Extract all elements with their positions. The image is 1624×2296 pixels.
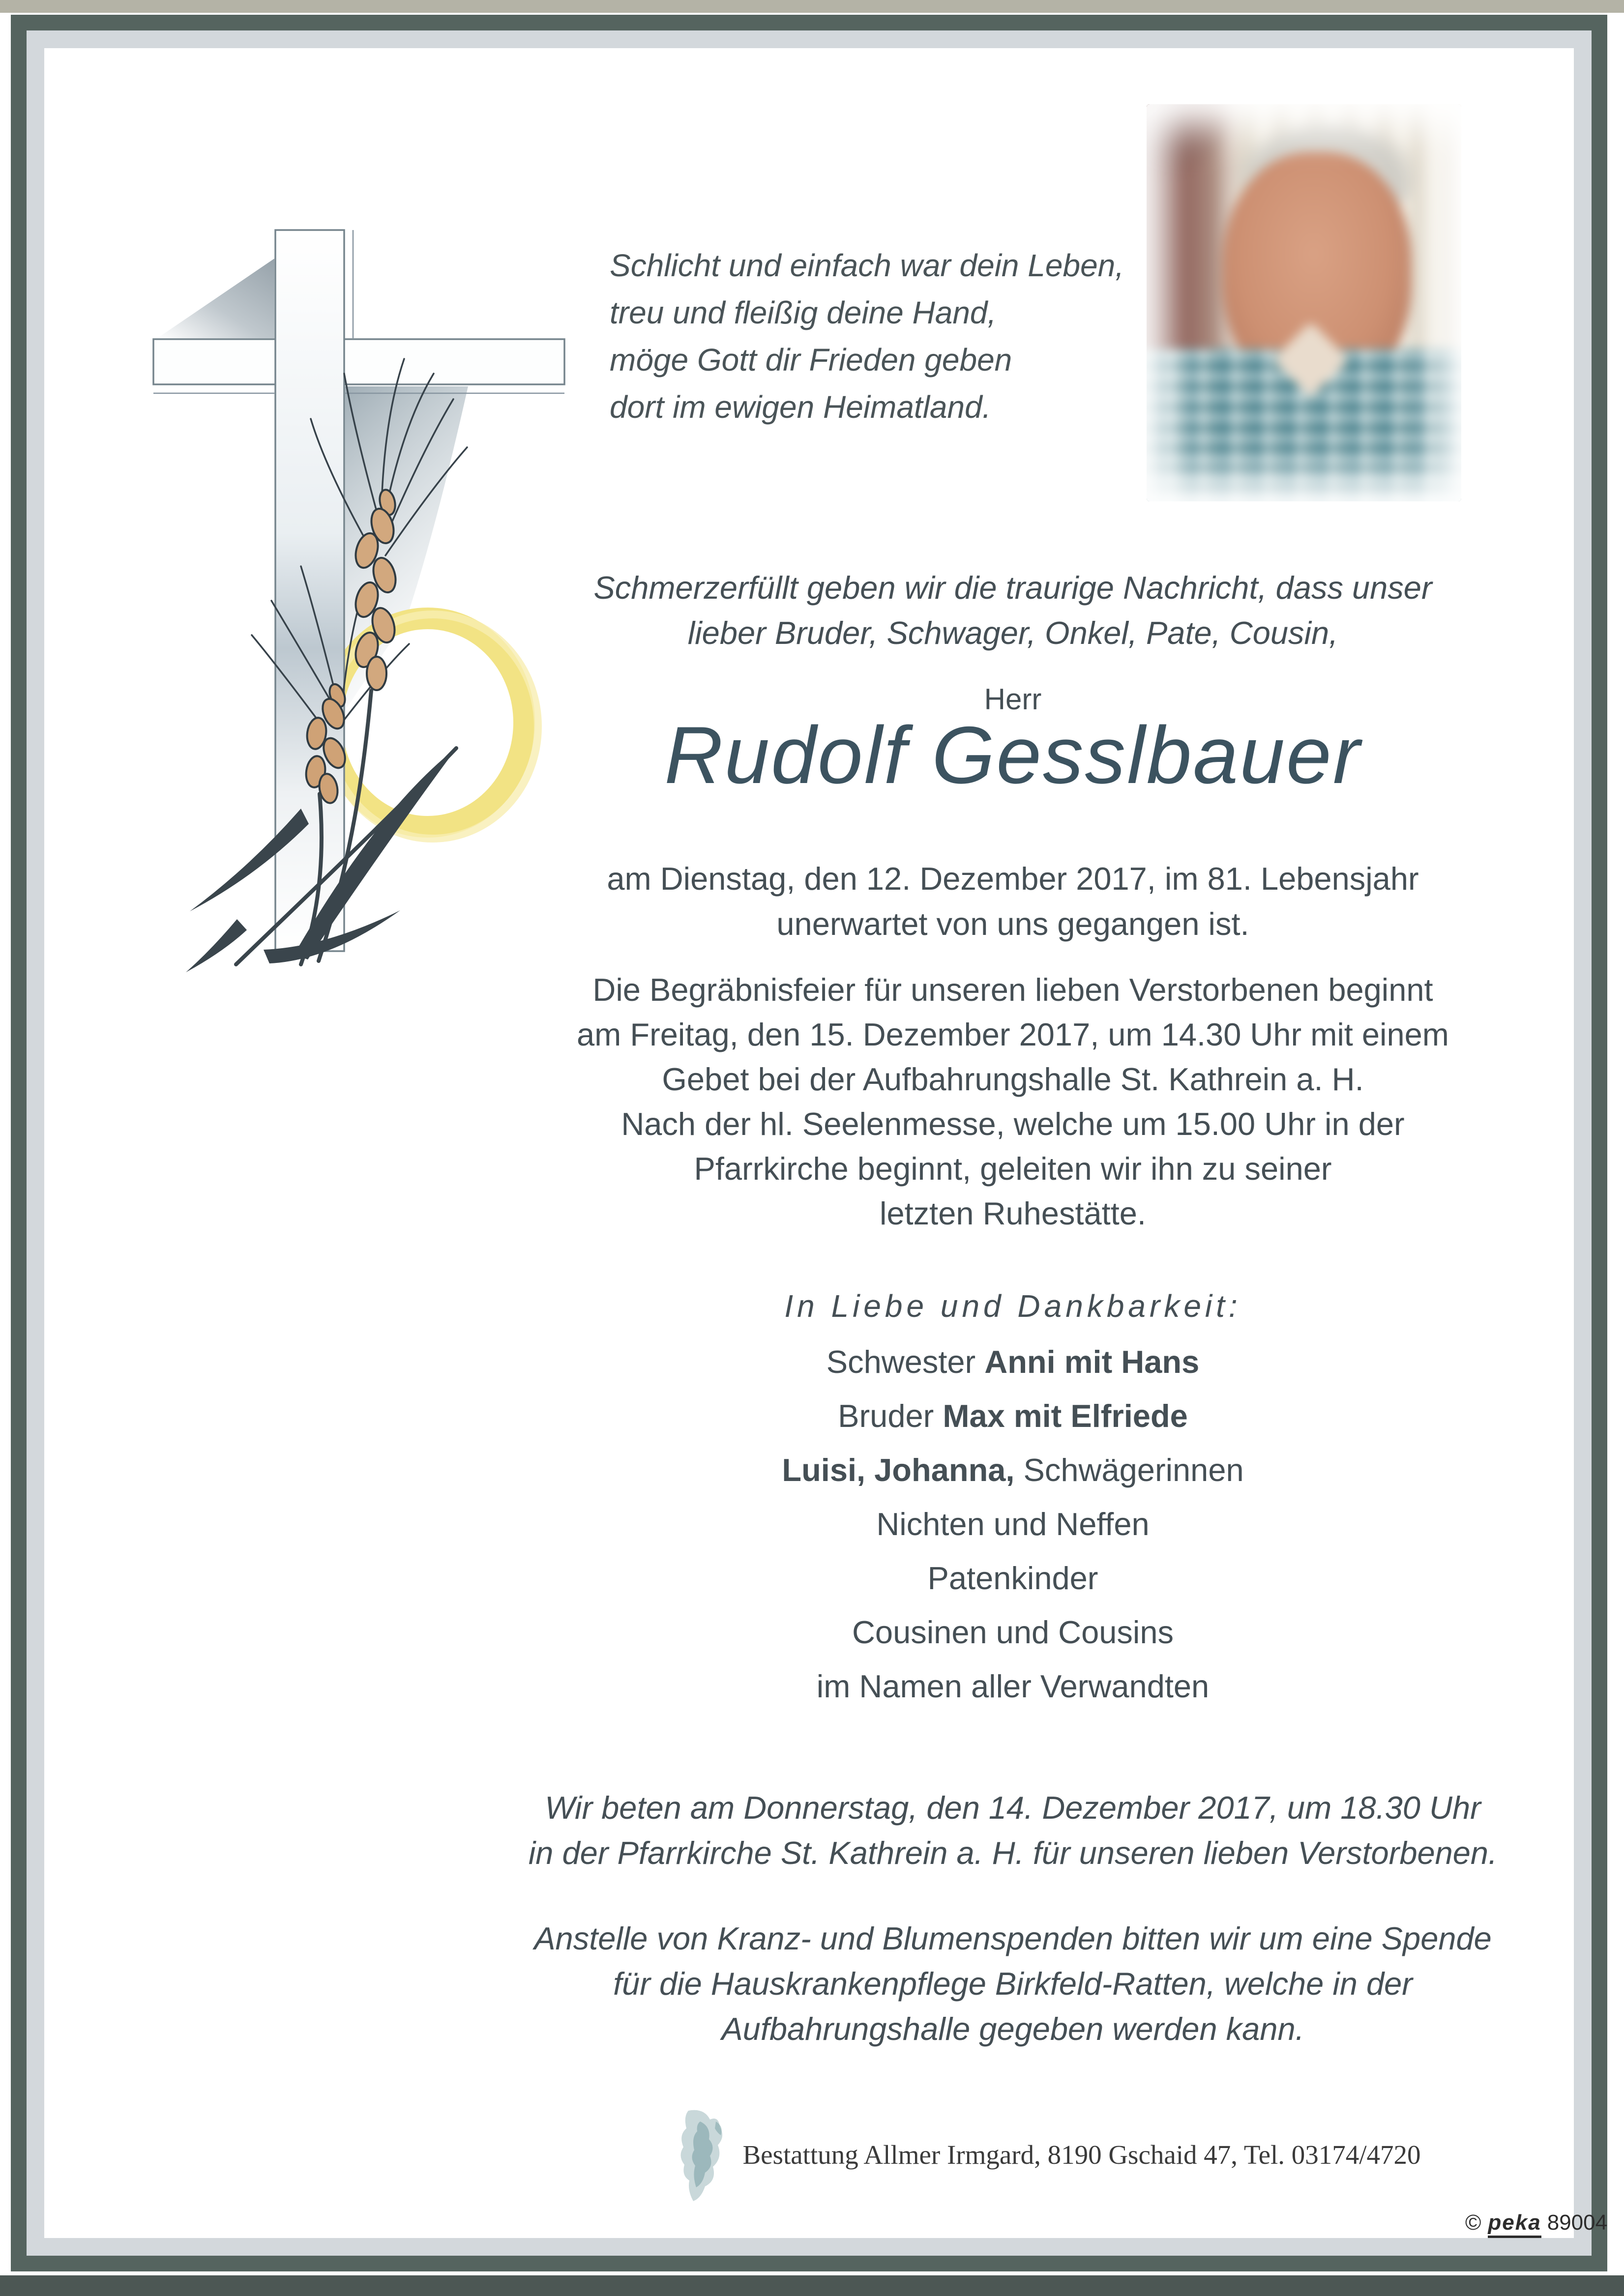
portrait-photo — [1147, 104, 1461, 501]
poem-line: dort im ewigen Heimatland. — [610, 389, 991, 425]
passing-details — [526, 856, 1500, 947]
scanner-edge-bottom — [0, 2275, 1624, 2296]
poem-line: möge Gott dir Frieden geben — [610, 342, 1012, 378]
scanner-edge-top — [0, 0, 1624, 13]
mourner-line — [526, 1443, 1500, 1497]
mourner-line — [526, 1551, 1500, 1605]
mourner-line — [526, 1497, 1500, 1551]
funeral-line: Pfarrkirche beginnt, geleiten wir ihn zu seiner — [694, 1151, 1332, 1187]
funeral-home-info: Bestattung Allmer Irmgard, 8190 Gschaid 47, Tel. 03174/4720 — [742, 2140, 1421, 2170]
announcement-line: lieber Bruder, Schwager, Onkel, Pate, Cousin, — [687, 615, 1338, 651]
donation-notice — [526, 1916, 1500, 2052]
death-announcement — [526, 565, 1500, 656]
funeral-line: am Freitag, den 15. Dezember 2017, um 14.30 Uhr mit einem — [577, 1017, 1449, 1052]
photo-feathered-edge — [1147, 104, 1461, 501]
mourner-pre: im Namen aller Verwandten — [816, 1668, 1210, 1704]
mourner-line — [526, 1389, 1500, 1443]
funeral-line: Gebet bei der Aufbahrungshalle St. Kathrein a. H. — [662, 1061, 1364, 1097]
mourner-pre: Bruder — [838, 1398, 943, 1434]
poem-line: treu und fleißig deine Hand, — [610, 295, 997, 330]
funeral-line: Die Begräbnisfeier für unseren lieben Verstorbenen beginnt — [592, 972, 1433, 1008]
mourner-pre: Schwester — [826, 1344, 985, 1380]
prayer-line: Wir beten am Donnerstag, den 14. Dezember 2017, um 18.30 Uhr — [545, 1790, 1481, 1826]
prayer-notice — [526, 1785, 1500, 1876]
passing-line: am Dienstag, den 12. Dezember 2017, im 81. Lebensjahr — [607, 861, 1419, 897]
funeral-line: Nach der hl. Seelenmesse, welche um 15.00 Uhr in der — [621, 1106, 1405, 1142]
prayer-line: in der Pfarrkirche St. Kathrein a. H. für unseren lieben Verstorbenen. — [528, 1835, 1498, 1871]
mourner-pre: Nichten und Neffen — [876, 1506, 1150, 1542]
copyright-icon: © — [1465, 2210, 1481, 2235]
gratitude-heading: In Liebe und Dankbarkeit: — [784, 1288, 1241, 1324]
mourner-line — [526, 1659, 1500, 1714]
poem-line: Schlicht und einfach war dein Leben, — [610, 248, 1124, 283]
donation-line: für die Hauskrankenpflege Birkfeld-Ratten, welche in der — [613, 1966, 1413, 2002]
funeral-line: letzten Ruhestätte. — [880, 1195, 1146, 1231]
passing-line: unerwartet von uns gegangen ist. — [776, 906, 1249, 942]
announcement-line: Schmerzerfüllt geben wir die traurige Nachricht, dass unser — [593, 570, 1432, 606]
mourner-bold: Max mit Elfriede — [943, 1398, 1188, 1434]
salutation: Herr — [984, 683, 1042, 716]
mourner-line — [526, 1605, 1500, 1659]
peka-brand-logo: peka — [1488, 2210, 1541, 2238]
print-credit — [1465, 2210, 1607, 2235]
funeral-details — [526, 967, 1500, 1236]
donation-line: Anstelle von Kranz- und Blumenspenden bitten wir um eine Spende — [534, 1920, 1492, 1956]
mourner-pre: Patenkinder — [927, 1560, 1098, 1596]
deceased-name: Rudolf Gesslbauer — [664, 710, 1361, 800]
donation-line: Aufbahrungshalle gegeben werden kann. — [721, 2011, 1304, 2047]
mourner-line — [526, 1335, 1500, 1389]
memorial-poem — [610, 242, 1151, 431]
mourners-list — [526, 1335, 1500, 1714]
mourner-bold: Luisi, Johanna, — [782, 1452, 1015, 1488]
mourner-pre: Cousinen und Cousins — [852, 1614, 1174, 1650]
mourner-post: Schwägerinnen — [1014, 1452, 1244, 1488]
mourner-bold: Anni mit Hans — [984, 1344, 1200, 1380]
print-number: 89004 — [1547, 2210, 1608, 2235]
